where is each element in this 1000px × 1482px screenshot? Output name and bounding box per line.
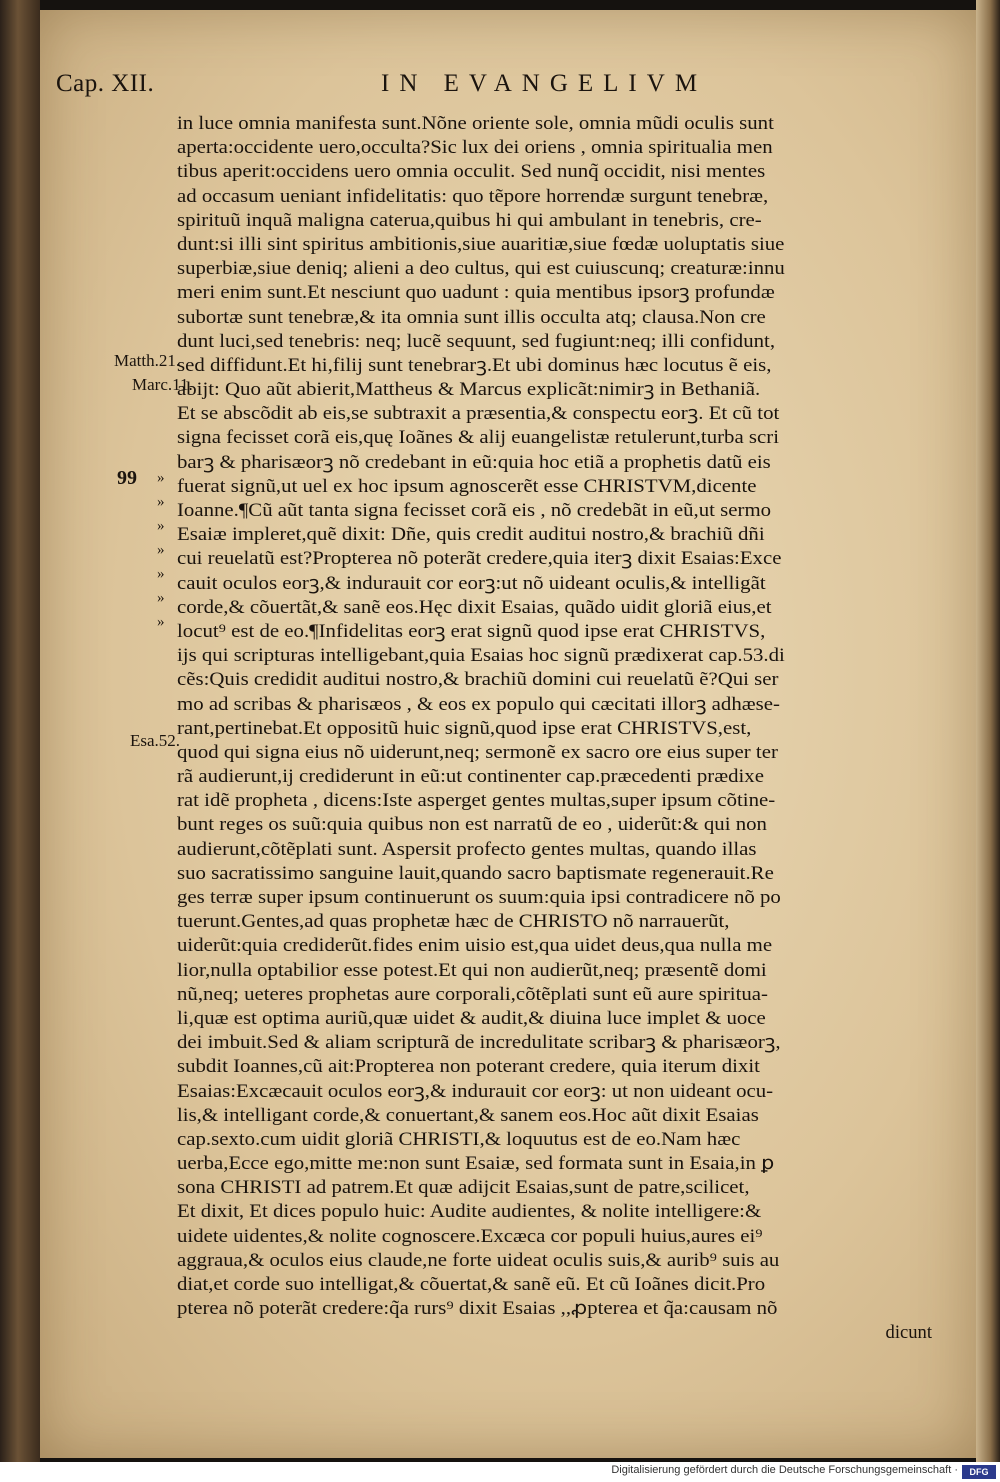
text-line: ad occasum ueniant infidelitatis: quo tẽpore horrendæ surgunt tenebræ, <box>177 185 769 207</box>
text-line: corde,& cõuertãt,& sanẽ eos.Hęc dixit Esaias, quãdo uidit gloriã eius,et <box>177 596 772 618</box>
quote-mark: » <box>157 494 165 510</box>
text-line: ges terræ super ipsum continuerunt os suum:quia ipsi contradicere nõ po <box>177 887 781 908</box>
text-line: uiderũt:quia crediderũt.fides enim uisio est,qua uidet deus,qua nulla me <box>177 935 773 957</box>
chapter-label: Cap. XII. <box>56 70 155 97</box>
text-line: quod qui signa eius nõ uiderunt,neq; sermonẽ ex sacro ore eius super ter <box>177 741 778 763</box>
text-line: tibus aperit:occidens uero omnia occulit. Sed nunq̃ occidit, nisi mentes <box>177 161 766 183</box>
text-line: cap.sexto.cum uidit gloriã CHRISTI,& loquutus est de eo.Nam hæc <box>177 1128 741 1150</box>
text-line: li,quæ est optima auriũ,quæ uidet & audit,& diuina luce implet & uoce <box>177 1007 766 1029</box>
text-line: rã audierunt,ij crediderunt in eũ:ut continenter cap.præcedenti prædixe <box>177 766 764 788</box>
text-line: dei imbuit.Sed & aliam scripturã de incredulitate scribarꝫ & pharisæorꝫ, <box>177 1032 781 1054</box>
text-line: diat,et corde suo intelligat,& cõuertat,& sanẽ eũ. Et cũ Ioãnes dicit.Pro <box>177 1274 766 1295</box>
quote-mark: » <box>157 542 165 558</box>
book-edge-right <box>976 0 1000 1462</box>
text-line: subdit Ioannes,cũ ait:Propterea non poterant credere, quia iterum dixit <box>177 1056 760 1078</box>
funding-notice: Digitalisierung gefördert durch die Deutsche Forschungsgemeinschaft · <box>611 1464 958 1476</box>
text-line: signa fecisset corã eis,quę Ioãnes & alij euangelistæ retulerunt,turba scri <box>177 427 779 449</box>
margin-note-isaiah: Esa.52. <box>130 731 181 750</box>
text-line: locut⁹ est de eo.¶Infidelitas eorꝫ erat signũ quod ipse erat CHRISTVS, <box>177 620 766 642</box>
text-line: uerba,Ecce ego,mitte me:non sunt Esaiæ, sed formata sunt in Esaia,in ꝑ <box>177 1153 775 1175</box>
text-line: dunt:si illi sint spiritus ambitionis,siue auaritiæ,siue fœdæ uoluptatis siue <box>177 233 785 255</box>
text-line: audierunt,cõtẽplati sunt. Aspersit profecto gentes multas, quando illas <box>177 838 757 860</box>
text-line: cauit oculos eorꝫ,& indurauit cor eorꝫ:ut nõ uideant oculis,& intelligãt <box>177 572 766 594</box>
text-line: Ioanne.¶Cũ aũt tanta signa fecisset corã eis , nõ credebãt in eũ,ut sermo <box>177 500 772 521</box>
text-line: Et se abscõdit ab eis,se subtraxit a præsentia,& conspectu eorꝫ. Et cũ tot <box>177 403 780 425</box>
text-line: sed diffidunt.Et hi,filij sunt tenebrarꝫ.Et ubi dominus hæc locutus ẽ eis, <box>177 354 772 376</box>
text-line: subortæ sunt tenebræ,& ita omnia sunt illis occulta atq; clausa.Non cre <box>177 306 766 328</box>
text-line: suo sacratissimo sanguine lauit,quando sacro baptismate regenerauit.Re <box>177 862 774 884</box>
text-line: aggraua,& oculos eius claude,ne forte uideat oculis suis,& aurib⁹ suis au <box>177 1249 780 1271</box>
text-line: Et dixit, Et dices populo huic: Audite audientes, & nolite intelligere:& <box>177 1201 762 1223</box>
text-line: in luce omnia manifesta sunt.Nõne oriente sole, omnia mũdi oculis sunt <box>177 113 774 134</box>
text-line: dicunt <box>885 1322 932 1344</box>
text-line: bunt reges os suũ:quia quibus non est narratũ de eo , uiderũt:& qui non <box>177 814 767 836</box>
text-line: tuerunt.Gentes,ad quas prophetæ hæc de CHRISTO nõ narrauerũt, <box>177 911 730 933</box>
text-line: pterea nõ poterãt credere:q̃a rurs⁹ dixit Esaias ,,ꝓpterea et q̃a:causam nõ <box>177 1298 778 1320</box>
text-line: cui reuelatũ est?Propterea nõ poterãt credere,quia iterꝫ dixit Esaias:Exce <box>177 548 782 570</box>
text-line: cẽs:Quis credidit auditui nostro,& brachiũ domini cui reuelatũ ẽ?Qui ser <box>177 669 779 691</box>
quote-mark: » <box>157 566 165 582</box>
text-line: abijt: Quo aũt abierit,Mattheus & Marcus explicãt:nimirꝫ in Bethaniã. <box>177 379 761 401</box>
quote-mark: » <box>157 518 165 534</box>
page-number-mark: 99 <box>117 467 137 489</box>
quote-mark: » <box>157 470 165 486</box>
text-line: barꝫ & pharisæorꝫ nõ credebant in eũ:quia hoc etiã a prophetis datũ eis <box>177 451 771 473</box>
text-line: spirituũ inquã maligna caterua,quibus hi qui ambulant in tenebris, cre- <box>177 209 762 231</box>
text-line: Esaiæ impleret,quẽ dixit: Dñe, quis credit auditui nostro,& brachiũ dñi <box>177 524 765 546</box>
running-title: IN EVANGELIVM <box>381 70 708 97</box>
text-line: lior,nulla optabilior esse potest.Et qui non audierũt,neq; præsentẽ domi <box>177 959 767 981</box>
text-line: nũ,neq; ueteres prophetas aure corporali,cõtẽplati sunt eũ aure spiritua- <box>177 983 768 1005</box>
margin-note-matthew: Matth.21. <box>114 351 181 370</box>
running-head <box>56 62 936 102</box>
text-line: aperta:occidente uero,occulta?Sic lux dei oriens , omnia spiritualia men <box>177 137 773 159</box>
text-line: dunt luci,sed tenebris: neq; lucẽ sequunt, sed fugiunt:neq; illi confidunt, <box>177 330 776 352</box>
text-line: sona CHRISTI ad patrem.Et quæ adijcit Esaias,sunt de patre,scilicet, <box>177 1177 750 1199</box>
margin-note-mark: Marc.11. <box>132 375 193 394</box>
text-line: lis,& intelligant corde,& conuertant,& sanem eos.Hoc aũt dixit Esaias <box>177 1104 759 1126</box>
text-line: Esaias:Excæcauit oculos eorꝫ,& indurauit cor eorꝫ: ut non uideant ocu- <box>177 1080 774 1102</box>
text-line: uidete uidentes,& nolite cognoscere.Excæca cor populi huius,aures ei⁹ <box>177 1225 763 1247</box>
quote-mark: » <box>157 614 165 630</box>
body-text <box>177 112 932 1346</box>
text-line: meri enim sunt.Et nesciunt quo uadunt : quia mentibus ipsorꝫ profundæ <box>177 282 775 304</box>
text-line: superbiæ,siue deniq; alieni a deo cultus, qui est cuiuscunq; creaturæ:innu <box>177 258 785 280</box>
text-line: rant,pertinebat.Et oppositũ huic signũ,quod ipse erat CHRISTVS,est, <box>177 717 752 739</box>
text-line: fuerat signũ,ut uel ex hoc ipsum agnoscerẽt esse CHRISTVM,dicente <box>177 475 757 497</box>
footer-bar <box>0 1462 1000 1482</box>
book-gutter-left <box>0 0 40 1462</box>
dfg-logo-icon: DFG <box>962 1465 996 1479</box>
text-line: rat idẽ propheta , dicens:Iste asperget gentes multas,super ipsum cõtine- <box>177 790 776 812</box>
text-line: ijs qui scripturas intelligebant,quia Esaias hoc signũ prædixerat cap.53.di <box>177 645 785 667</box>
quote-mark: » <box>157 590 165 606</box>
text-line: mo ad scribas & pharisæos , & eos ex populo qui cæcitati illorꝫ adhæse- <box>177 693 780 715</box>
